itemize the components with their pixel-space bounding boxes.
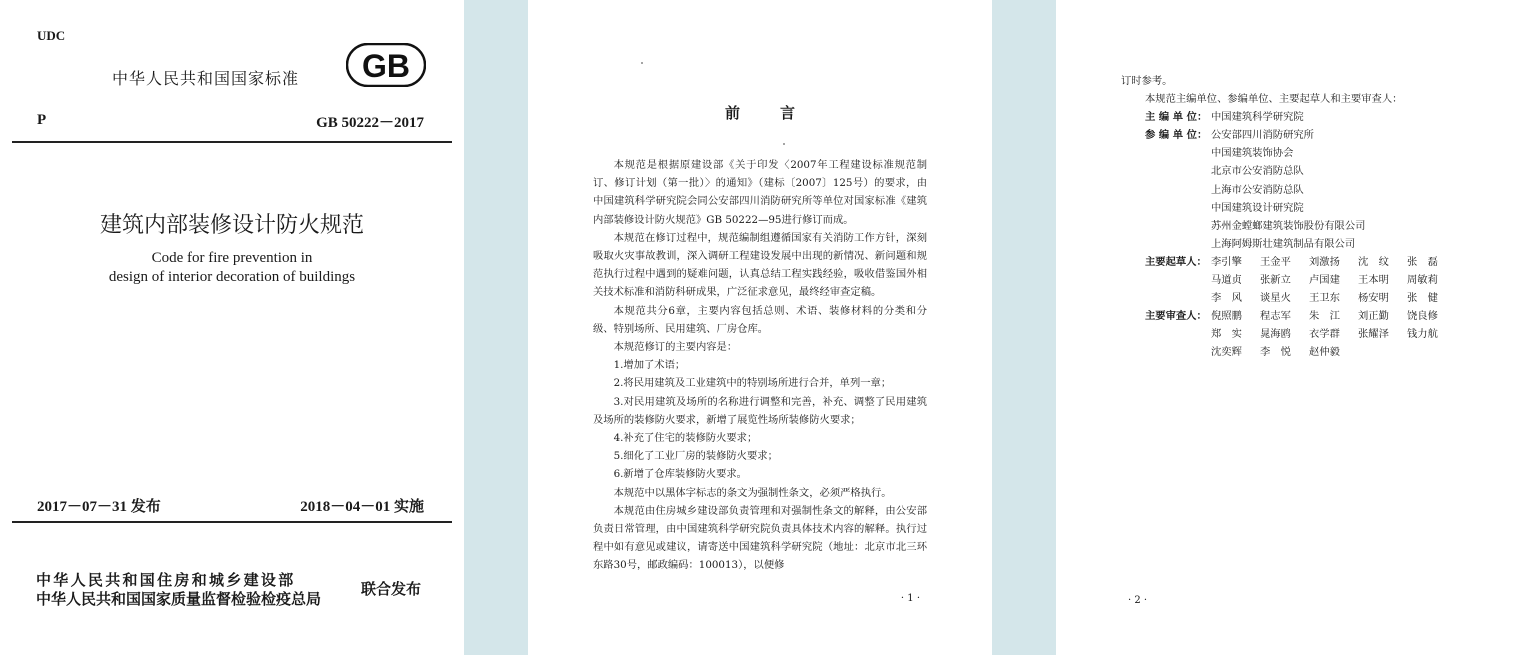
gb-logo-icon bbox=[346, 43, 426, 87]
person-name: 沈奕辉 bbox=[1211, 346, 1242, 359]
person-name: 王本明 bbox=[1358, 274, 1389, 287]
preface-list-item: 2.将民用建筑及工业建筑中的特别场所进行合并，单列一章； bbox=[613, 377, 892, 390]
preface-body bbox=[593, 156, 927, 575]
title-english bbox=[0, 249, 464, 287]
participating-unit: 中国建筑设计研究院 bbox=[1211, 201, 1304, 214]
person-name: 晁海鸥 bbox=[1260, 328, 1291, 341]
participating-unit: 公安部四川消防研究所 bbox=[1211, 129, 1314, 142]
person-name: 谈星火 bbox=[1260, 292, 1291, 305]
preface-paragraph: 本规范修订的主要内容是： bbox=[613, 341, 738, 354]
drafters-names bbox=[1211, 289, 1456, 307]
drafters-row bbox=[1121, 271, 1461, 289]
person-name: 沈 纹 bbox=[1358, 255, 1389, 268]
person-name: 张耀泽 bbox=[1358, 328, 1389, 341]
preface-paragraph: 本规范是根据原建设部《关于印发〈2007年工程建设标准规范制订、修订计划（第一批）〉的通知》（建标〔2007〕125号）的要求，由中国建筑科学研究院会同公安部四川消防研究所等单位对国家标准《建筑内部装修设计防火规范》GB 50222—95进行修订而成。 bbox=[593, 159, 927, 226]
reviewers-row bbox=[1121, 307, 1461, 325]
person-name: 刘正勤 bbox=[1358, 310, 1389, 323]
udc-label: UDC bbox=[37, 28, 66, 43]
page-number: · 2 · bbox=[1128, 595, 1148, 606]
participating-unit: 苏州金螳螂建筑装饰股份有限公司 bbox=[1211, 219, 1366, 232]
cover-page bbox=[0, 0, 464, 655]
title-english-line-2: design of interior decoration of buildings bbox=[108, 269, 356, 285]
person-name: 马道贞 bbox=[1211, 274, 1242, 287]
publisher-2: 中华人民共和国国家质量监督检验检疫总局 bbox=[36, 590, 322, 608]
reviewers-row bbox=[1121, 343, 1461, 361]
person-name: 朱 江 bbox=[1309, 310, 1340, 323]
publisher-1: 中华人民共和国住房和城乡建设部 bbox=[36, 571, 296, 589]
joint-issue-label: 联合发布 bbox=[361, 580, 422, 598]
chief-unit-label: 主 编 单 位： bbox=[1145, 111, 1208, 124]
person-name: 杨安明 bbox=[1358, 292, 1389, 305]
reviewers-label: 主要审查人： bbox=[1145, 310, 1207, 323]
person-name: 周敏莉 bbox=[1407, 274, 1438, 287]
drafters-row bbox=[1121, 253, 1461, 271]
standard-org: 中华人民共和国国家标准 bbox=[112, 69, 300, 88]
person-name: 张 健 bbox=[1407, 292, 1438, 305]
person-name: 赵仲毅 bbox=[1309, 346, 1340, 359]
preface-paragraph: 本规范在修订过程中，规范编制组遵循国家有关消防工作方针，深刻吸取火灾事故教训，深入调研工程建设发展中出现的新情况、新问题和规范执行过程中遇到的疑难问题，认真总结工程实践经验，吸收借鉴国外相关技术标准和消防科研成果，广泛征求意见，最终经审查定稿。 bbox=[593, 231, 927, 299]
person-name: 王卫东 bbox=[1309, 292, 1340, 305]
reviewers-row bbox=[1121, 325, 1461, 343]
participating-unit-row bbox=[1121, 126, 1461, 144]
participating-unit: 上海阿姆斯壮建筑制品有限公司 bbox=[1211, 237, 1356, 250]
person-name: 郑 实 bbox=[1211, 328, 1242, 341]
person-name: 刘激扬 bbox=[1309, 255, 1340, 268]
preface-paragraph: 本规范中以黑体字标志的条文为强制性条文，必须严格执行。 bbox=[613, 486, 892, 499]
preface-paragraph: 本规范由住房城乡建设部负责管理和对强制性条文的解释，由公安部负责日常管理，由中国建筑科学研究院负责具体技术内容的解释。执行过程中如有意见或建议，请寄送中国建筑科学研究院（地址：北京市北三环东路30号，邮政编码：100013），以便修 bbox=[593, 504, 927, 572]
person-name: 卢国建 bbox=[1309, 274, 1340, 287]
page-number: · 1 · bbox=[900, 593, 920, 604]
person-name: 程志军 bbox=[1260, 310, 1291, 323]
preface-list-item: 5.细化了工业厂房的装修防火要求； bbox=[613, 450, 778, 463]
title-english-line-1: Code for fire prevention in bbox=[151, 250, 313, 266]
units-body bbox=[1121, 72, 1461, 362]
drafters-names bbox=[1211, 253, 1456, 271]
person-name: 倪照鹏 bbox=[1211, 310, 1242, 323]
category-code: P bbox=[37, 112, 47, 128]
participating-unit: 北京市公安消防总队 bbox=[1211, 165, 1304, 178]
person-name: 张新立 bbox=[1260, 274, 1291, 287]
scan-dot bbox=[783, 143, 785, 145]
person-name: 李引擎 bbox=[1211, 255, 1242, 268]
standard-number: GB 50222－2017 bbox=[316, 115, 424, 131]
reviewers-names bbox=[1211, 325, 1456, 343]
preface-list-item: 3.对民用建筑及场所的名称进行调整和完善，补充、调整了民用建筑及场所的装修防火要求，新增了展览性场所装修防火要求； bbox=[593, 395, 927, 426]
person-name: 饶良修 bbox=[1407, 310, 1438, 323]
drafters-row bbox=[1121, 289, 1461, 307]
chief-unit: 中国建筑科学研究院 bbox=[1211, 111, 1304, 124]
preface-list-item: 1.增加了术语； bbox=[613, 359, 686, 372]
continuation-text: 订时参考。 bbox=[1121, 75, 1173, 87]
participating-unit: 上海市公安消防总队 bbox=[1211, 183, 1304, 196]
preface-title: 前言 bbox=[724, 104, 835, 122]
participating-unit-label: 参 编 单 位： bbox=[1145, 129, 1208, 142]
person-name: 衣学群 bbox=[1309, 328, 1340, 341]
reviewers-names bbox=[1211, 307, 1456, 325]
participating-unit: 中国建筑装饰协会 bbox=[1211, 147, 1294, 160]
implement-date: 2018－04－01 实施 bbox=[300, 499, 424, 515]
issue-date: 2017－07－31 发布 bbox=[37, 499, 161, 515]
scan-dot bbox=[641, 62, 643, 64]
preface-paragraph: 本规范共分6章，主要内容包括总则、术语、装修材料的分类和分级、特别场所、民用建筑、厂房仓库。 bbox=[593, 304, 927, 335]
drafters-names bbox=[1211, 271, 1456, 289]
units-intro: 本规范主编单位、参编单位、主要起草人和主要审查人： bbox=[1145, 93, 1403, 106]
person-name: 李 悦 bbox=[1260, 346, 1291, 359]
top-divider bbox=[12, 141, 452, 143]
units-page bbox=[1056, 0, 1520, 655]
person-name: 王金平 bbox=[1260, 255, 1291, 268]
person-name: 李 风 bbox=[1211, 292, 1242, 305]
reviewers-names bbox=[1211, 343, 1358, 361]
drafters-label: 主要起草人： bbox=[1145, 255, 1207, 268]
preface-list-item: 4.补充了住宅的装修防火要求； bbox=[613, 432, 758, 445]
preface-page bbox=[528, 0, 992, 655]
gb-logo-text: GB bbox=[362, 48, 410, 84]
chief-unit-row bbox=[1121, 108, 1461, 126]
bottom-divider bbox=[12, 521, 452, 523]
person-name: 钱力航 bbox=[1407, 328, 1438, 341]
preface-list-item: 6.新增了仓库装修防火要求。 bbox=[613, 468, 747, 481]
title-chinese: 建筑内部装修设计防火规范 bbox=[99, 213, 364, 238]
person-name: 张 磊 bbox=[1407, 255, 1438, 268]
